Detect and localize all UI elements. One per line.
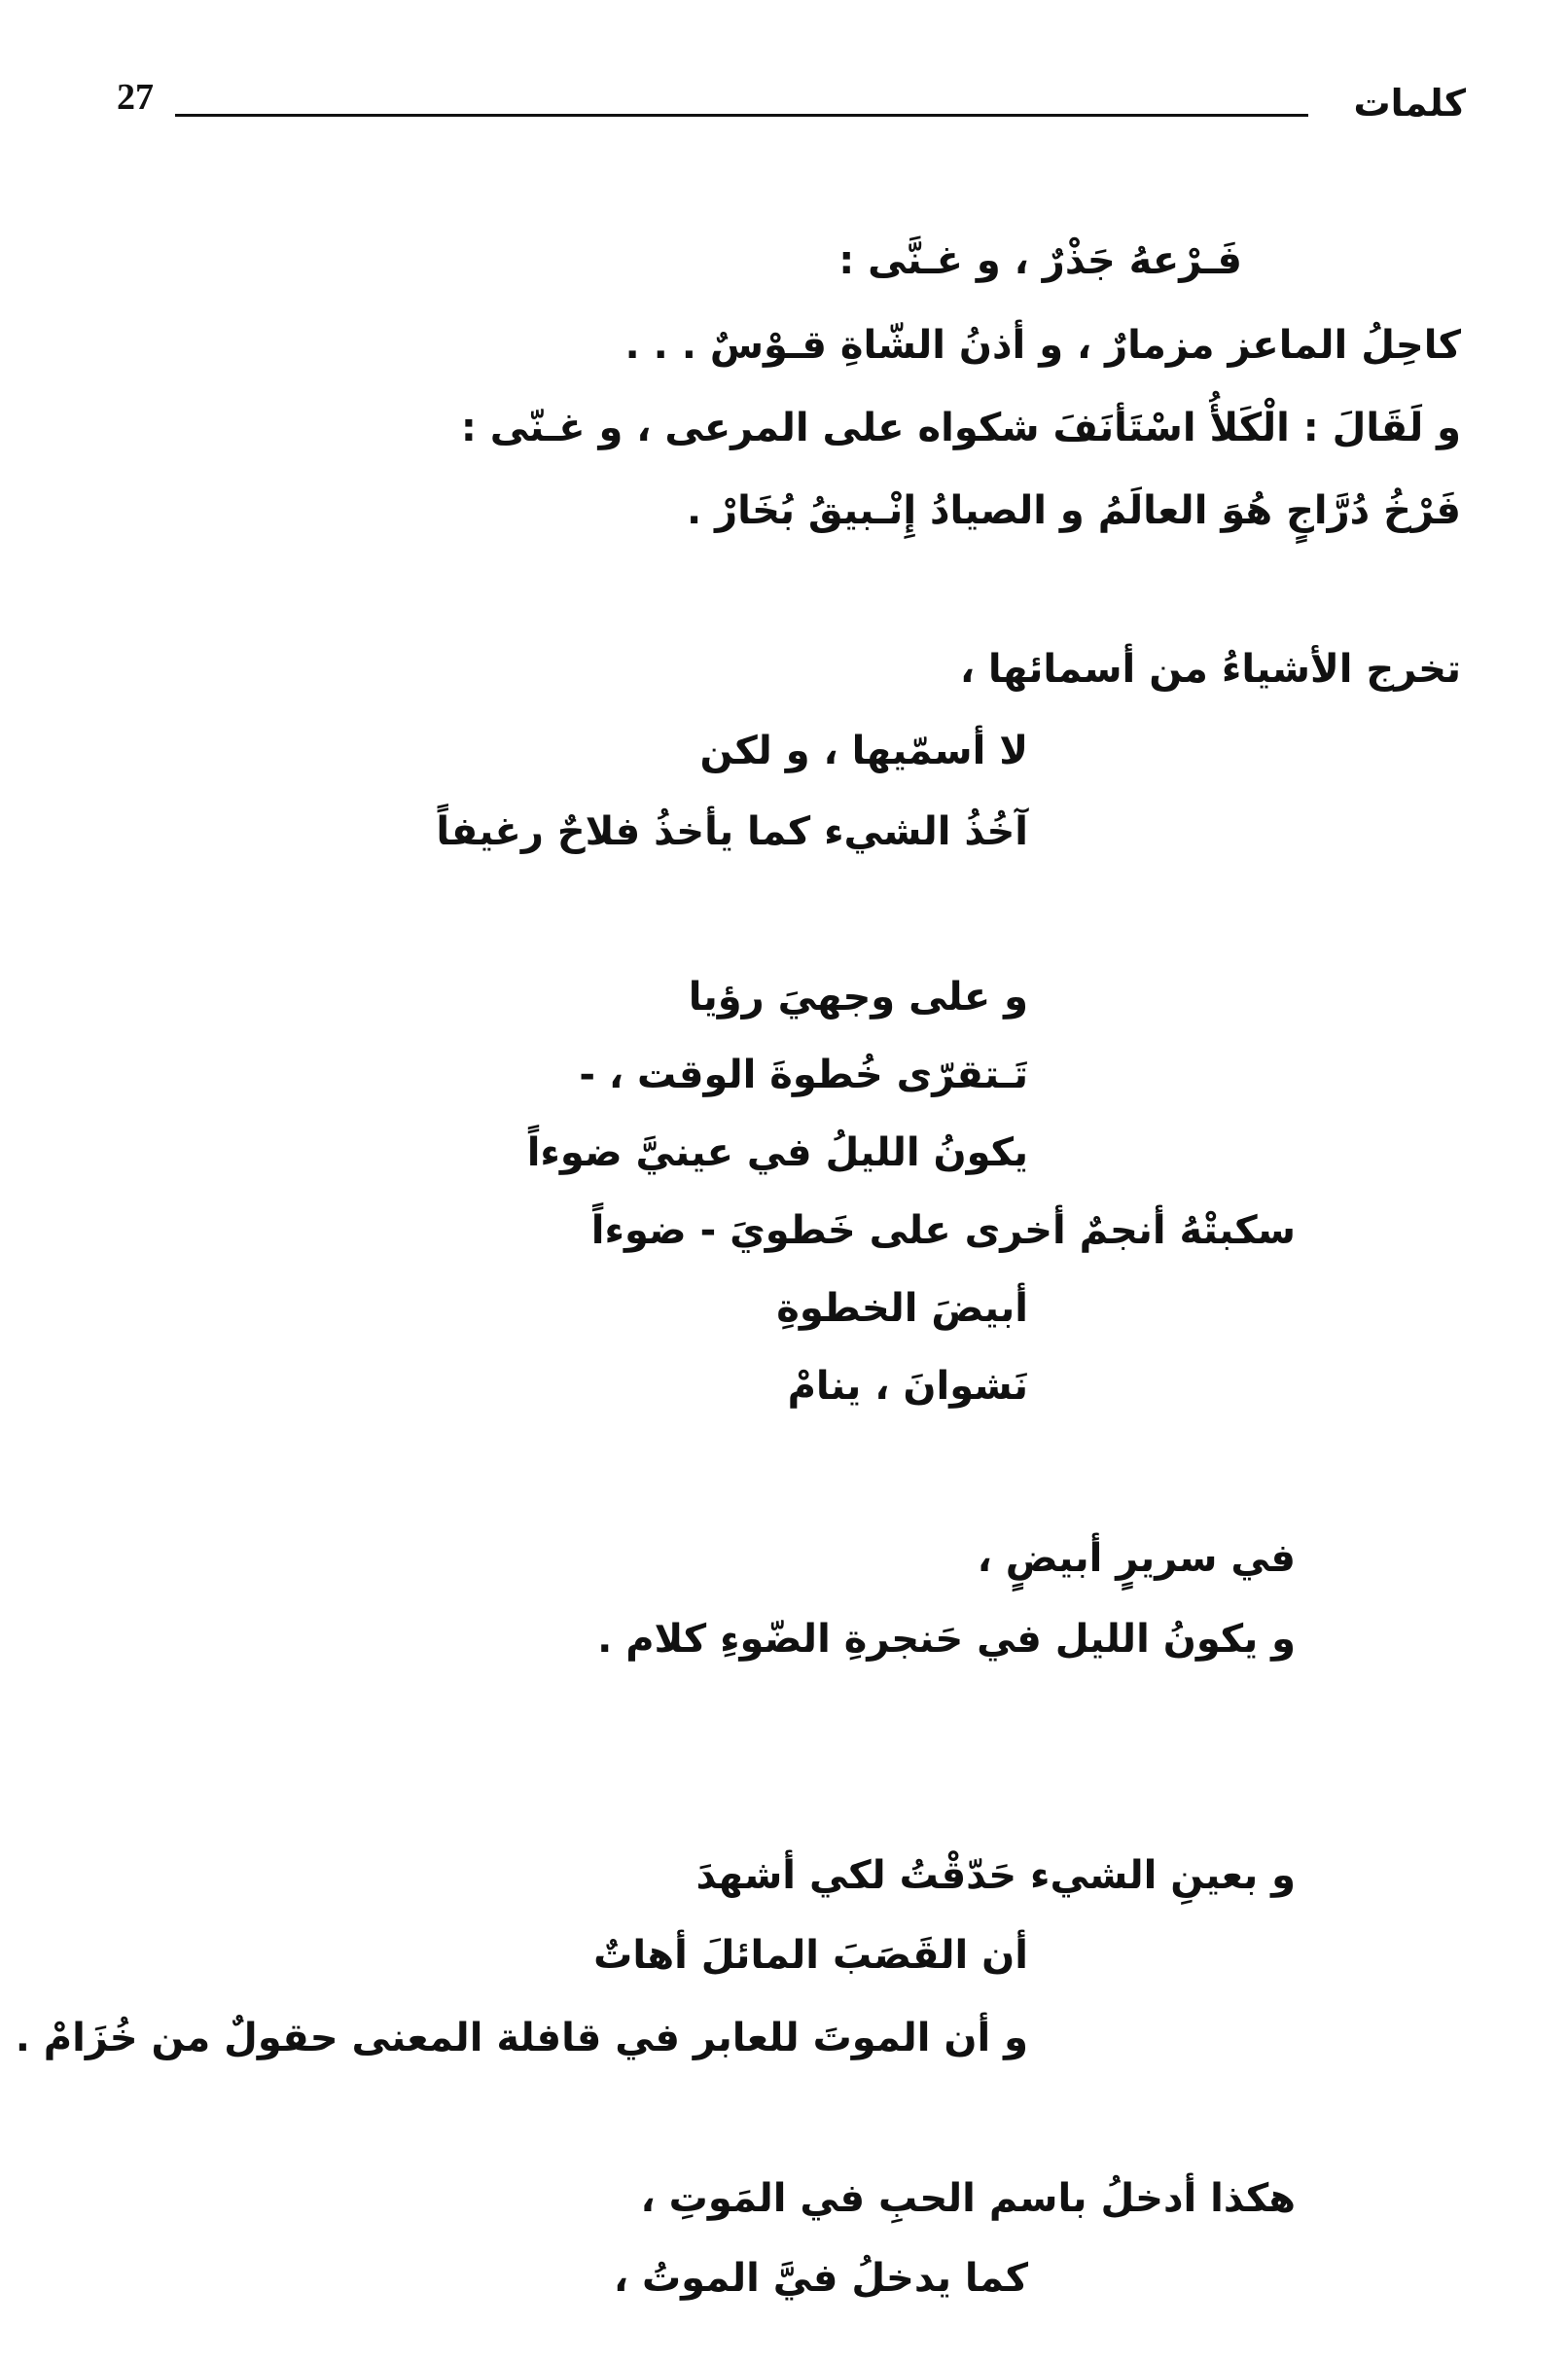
poem-line: نَشوانَ ، ينامْ	[787, 1364, 1028, 1409]
running-title: كلمات	[1353, 82, 1466, 125]
poem-line: هكذا أدخلُ باسم الحبِ في المَوتِ ،	[640, 2176, 1296, 2221]
poem-line: و لَقَالَ : الْكَلأُ اسْتَأنَفَ شكواه على المرعى ، و غـنّى :	[460, 406, 1461, 450]
poem-line: تَـتقرّى خُطوةَ الوقت ، -	[579, 1053, 1028, 1097]
poem-line: فَرْخُ دُرَّاجٍ هُوَ العالَمُ و الصيادُ إِنْـبيقُ بُخَارْ .	[686, 488, 1461, 533]
poem-line: لا أسمّيها ، و لكن	[699, 729, 1028, 773]
poem-line: آخُذُ الشيء كما يأخذُ فلاحٌ رغيفاً	[436, 809, 1028, 854]
page-number: 27	[117, 77, 154, 118]
poem-line: سكبتْهُ أنجمٌ أخرى على خَطويَ - ضوءاً	[590, 1208, 1296, 1253]
poem-line: و يكونُ الليل في حَنجرةِ الضّوءِ كلام .	[597, 1617, 1296, 1662]
poem-line: و أن الموتَ للعابر في قافلة المعنى حقولٌ من خُزَامْ .	[15, 2016, 1028, 2060]
poem-line: أبيضَ الخطوةِ	[776, 1286, 1028, 1331]
poem-line: تخرج الأشياءُ من أسمائها ،	[959, 647, 1461, 692]
poem-line: في سريرٍ أبيضٍ ،	[977, 1536, 1296, 1581]
poem-line: فَـرْعهُ جَذْرٌ ، و غـنَّى :	[838, 238, 1242, 283]
poem-line: و بعينِ الشيء حَدّقْتُ لكي أشهدَ	[695, 1853, 1296, 1898]
poem-line: كما يدخلُ فيَّ الموتُ ،	[613, 2256, 1028, 2301]
poem-line: كاحِلُ الماعز مزمارٌ ، و أذنُ الشّاةِ قـوْسٌ . . .	[624, 323, 1461, 368]
header-rule	[175, 114, 1308, 117]
poem-line: و على وجهيَ رؤيا	[688, 975, 1028, 1020]
poem-line: يكونُ الليلُ في عينيَّ ضوءاً	[526, 1130, 1028, 1175]
poem-line: أن القَصَبَ المائلَ أهاتٌ	[593, 1933, 1028, 1978]
